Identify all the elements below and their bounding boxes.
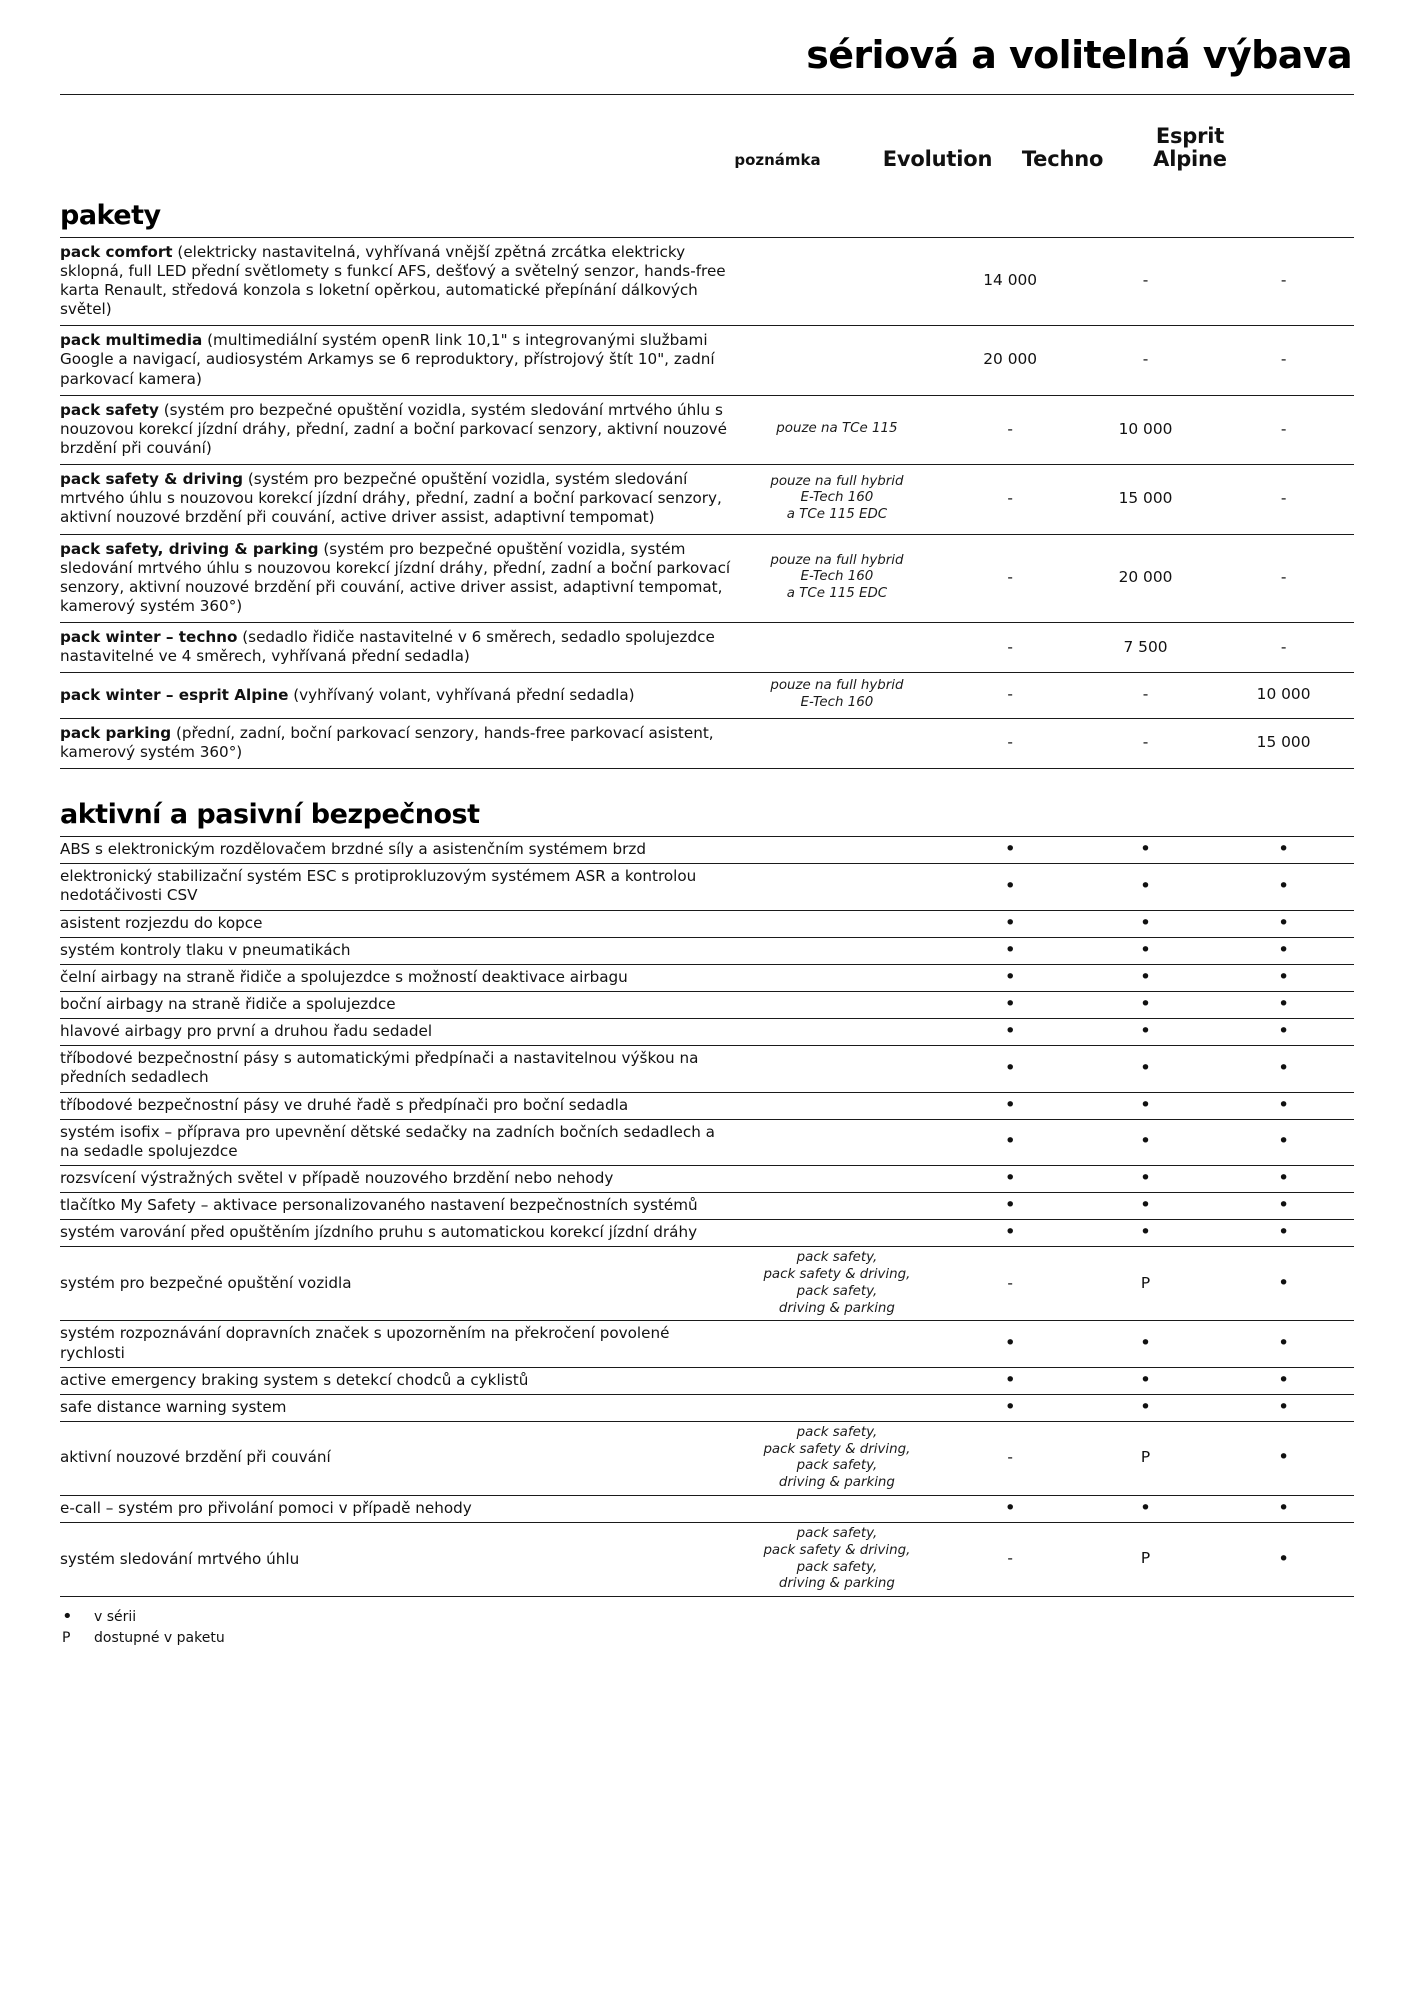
row-value-evolution: • [1004,874,1016,897]
row-value-esprit-alpine: - [1280,271,1287,290]
row-value-techno: 20 000 [1118,568,1173,587]
row-value-esprit-alpine: • [1277,1020,1290,1043]
legend-item [60,1628,1354,1649]
row-value-esprit-alpine: • [1277,838,1290,861]
table-row [60,1046,1354,1092]
row-description [60,1193,731,1220]
table-row [60,534,1354,623]
row-value-esprit-alpine: • [1277,1497,1290,1520]
legend-bullet-icon: • [62,1606,73,1628]
table-row [60,465,1354,534]
table-row [60,1092,1354,1119]
row-description-detail: e-call – systém pro přivolání pomoci v případě nehody [60,1498,472,1517]
row-description-name: pack comfort [60,242,173,261]
row-value-evolution: • [1004,911,1016,934]
row-description-detail: boční airbagy na straně řidiče a spolujezdce [60,995,396,1014]
row-value-techno: • [1139,911,1152,934]
legend [60,1607,1354,1649]
row-description-name: pack parking [60,723,172,742]
spec-table-pakety [60,237,1354,769]
row-value-evolution: - [1007,1448,1013,1467]
row-value-techno: 15 000 [1118,489,1173,508]
row-value-esprit-alpine: • [1277,911,1290,934]
row-value-evolution: - [1007,419,1013,438]
row-note: pouze na full hybrid E-Tech 160 a TCe 115 EDC [770,473,904,523]
row-description [60,1495,731,1522]
row-value-techno: • [1139,1093,1152,1116]
row-description-detail: (systém pro bezpečné opuštění vozidla, systém sledování mrtvého úhlu s nouzovou korekcí jízdní dráhy, přední, zadní a boční parkovací senzory, aktivní nouzové brzdění při couvání, active driver assist, adaptivní tempomat) [60,470,722,527]
row-description [60,1523,731,1597]
row-description [60,326,731,395]
row-description-detail: systém kontroly tlaku v pneumatikách [60,940,351,959]
row-value-esprit-alpine: - [1280,350,1287,369]
row-note: pack safety, pack safety & driving, pack safety, driving & parking [763,1250,911,1316]
row-description [60,837,731,864]
row-description [60,395,731,464]
row-value-evolution: - [1007,1273,1013,1292]
row-description [60,964,731,991]
row-note: pouze na full hybrid E-Tech 160 [770,678,904,711]
row-description-detail: (systém pro bezpečné opuštění vozidla, systém sledování mrtvého úhlu s nouzovou korekcí jízdní dráhy, přední, zadní a boční parkovací senzory, aktivní nouzové brzdění při couvání, active driver assist, adaptivní tempomat, kamerový systém 360°) [60,539,731,615]
table-row [60,623,1354,673]
row-value-esprit-alpine: • [1277,874,1290,897]
row-description [60,1046,731,1092]
page-title: sériová a volitelná výbava [806,33,1352,77]
row-value-evolution: • [1004,1056,1016,1079]
row-value-evolution: • [1004,1167,1016,1190]
row-description-detail: safe distance warning system [60,1397,287,1416]
row-note [731,837,942,864]
row-value-evolution: - [1007,568,1013,587]
table-row [60,1119,1354,1165]
row-value-evolution: • [1004,838,1016,861]
row-value-esprit-alpine: • [1277,1547,1290,1570]
row-value-evolution: - [1007,489,1013,508]
column-header-evolution: Evolution [882,147,993,172]
row-description [60,237,731,326]
table-row [60,937,1354,964]
row-value-techno: P [1140,1448,1151,1467]
row-description-detail: active emergency braking system s detekcí chodců a cyklistů [60,1370,529,1389]
row-value-techno: • [1139,874,1152,897]
row-note [731,937,942,964]
section-title-bezpecnost: aktivní a pasivní bezpečnost [60,799,480,831]
row-description-detail: asistent rozjezdu do kopce [60,913,263,932]
row-note [731,1119,942,1165]
row-description [60,864,731,910]
row-description [60,1019,731,1046]
table-row [60,864,1354,910]
row-description-name: pack safety & driving [60,470,244,489]
row-value-evolution: • [1004,1368,1016,1391]
row-value-esprit-alpine: • [1277,1194,1290,1217]
row-value-techno: • [1139,1395,1152,1418]
row-value-evolution: • [1004,1332,1016,1355]
row-description-name: pack safety [60,400,159,419]
sections-root [60,200,1354,1597]
legend-item [60,1607,1354,1628]
row-description-name: pack safety, driving & parking [60,539,319,558]
row-description-detail: ABS s elektronickým rozdělovačem brzdné síly a asistenčním systémem brzd [60,840,647,859]
row-description [60,1321,731,1367]
row-description-detail: tříbodové bezpečnostní pásy ve druhé řadě s předpínači pro boční sedadla [60,1095,629,1114]
table-row [60,964,1354,991]
table-row [60,718,1354,768]
table-row [60,673,1354,719]
row-note: pack safety, pack safety & driving, pack safety, driving & parking [763,1424,911,1491]
row-value-evolution: - [1007,733,1013,752]
row-value-esprit-alpine: • [1277,1130,1290,1153]
row-value-evolution: • [1004,1221,1016,1244]
row-description-detail: (elektricky nastavitelná, vyhřívaná vnější zpětná zrcátka elektricky sklopná, full LED přední světlomety s funkcí AFS, dešťový a světelný senzor, hands-free karta Renault, středová konzola s loketní opěrkou, automatické přepínání dálkových světel) [60,242,726,319]
row-description-detail: systém sledování mrtvého úhlu [60,1549,300,1568]
row-description [60,1092,731,1119]
table-row [60,992,1354,1019]
row-value-esprit-alpine: - [1280,637,1287,656]
row-value-esprit-alpine: - [1280,568,1287,587]
row-value-techno: • [1139,1167,1152,1190]
table-row [60,1220,1354,1247]
row-value-techno: 7 500 [1123,637,1168,656]
row-value-techno: • [1139,1020,1152,1043]
row-value-esprit-alpine: - [1280,489,1287,508]
table-row [60,1394,1354,1421]
row-value-esprit-alpine: • [1277,965,1290,988]
row-description [60,937,731,964]
row-note [731,1046,942,1092]
row-value-techno: • [1139,1221,1152,1244]
row-value-techno: • [1139,1368,1152,1391]
row-note [731,237,942,326]
row-value-evolution: • [1004,1020,1016,1043]
legend-symbol: P [62,1630,71,1647]
row-value-techno: - [1142,733,1149,752]
row-description-detail: systém pro bezpečné opuštění vozidla [60,1273,352,1292]
row-description-detail: (sedadlo řidiče nastavitelné v 6 směrech, sedadlo spolujezdce nastavitelné ve 4 směrech, vyhřívaná přední sedadla) [60,628,715,666]
row-description-detail: systém varování před opuštěním jízdního pruhu s automatickou korekcí jízdní dráhy [60,1223,698,1242]
row-value-techno: - [1142,350,1149,369]
spec-table-bezpecnost [60,836,1354,1597]
column-header-esprit-alpine-line2: Alpine [1153,147,1227,172]
row-description-detail: elektronický stabilizační systém ESC s protiprokluzovým systémem ASR a kontrolou nedotáčivosti CSV [60,867,697,905]
row-description-detail: tlačítko My Safety – aktivace personalizovaného nastavení bezpečnostních systémů [60,1196,698,1215]
row-value-esprit-alpine: 15 000 [1256,733,1311,752]
row-description [60,1166,731,1193]
row-value-techno: • [1139,993,1152,1016]
row-description [60,1220,731,1247]
table-row [60,1019,1354,1046]
row-note [731,864,942,910]
row-value-evolution: • [1004,1395,1016,1418]
row-description-detail: (systém pro bezpečné opuštění vozidla, systém sledování mrtvého úhlu s nouzovou korekcí jízdní dráhy, přední, zadní a boční parkovací senzory, aktivní nouzové brzdění při couvání) [60,400,727,457]
row-description [60,718,731,768]
row-description [60,1367,731,1394]
row-description-detail: hlavové airbagy pro první a druhou řadu sedadel [60,1022,433,1041]
column-header-esprit-alpine-line1: Esprit [1155,123,1225,148]
row-description-detail: (vyhřívaný volant, vyhřívaná přední sedadla) [288,685,635,704]
row-value-evolution: - [1007,637,1013,656]
row-value-evolution: - [1007,685,1013,704]
row-value-evolution: • [1004,1194,1016,1217]
table-row [60,326,1354,395]
row-value-esprit-alpine: • [1277,1446,1290,1469]
row-note: pouze na full hybrid E-Tech 160 a TCe 115 EDC [770,552,904,602]
table-row [60,1193,1354,1220]
row-description-detail: čelní airbagy na straně řidiče a spolujezdce s možností deaktivace airbagu [60,967,628,986]
row-value-esprit-alpine: • [1277,1221,1290,1244]
row-note [731,910,942,937]
legend-text: dostupné v paketu [94,1630,225,1647]
table-row [60,1367,1354,1394]
row-note [731,326,942,395]
row-value-techno: • [1139,838,1152,861]
row-value-techno: • [1139,1497,1152,1520]
row-note [731,1220,942,1247]
row-value-evolution: • [1004,938,1016,961]
row-description-detail: systém isofix – příprava pro upevnění dětské sedačky na zadních bočních sedadlech a na sedadle spolujezdce [60,1122,715,1160]
row-value-evolution: • [1004,1130,1016,1153]
row-note [731,964,942,991]
row-description [60,673,731,719]
row-description [60,1421,731,1495]
legend-text: v sérii [94,1609,137,1626]
row-description-detail: (přední, zadní, boční parkovací senzory, hands-free parkovací asistent, kamerový systém 360°) [60,723,714,762]
row-description [60,910,731,937]
row-note [731,718,942,768]
row-note: pack safety, pack safety & driving, pack safety, driving & parking [763,1526,911,1592]
table-row [60,910,1354,937]
row-value-evolution: 20 000 [983,350,1038,369]
section-title-pakety: pakety [60,199,161,231]
row-value-techno: P [1140,1549,1151,1568]
column-header-row [60,95,1354,182]
column-header-techno: Techno [1021,147,1104,172]
row-description [60,623,731,673]
title-block [60,0,1354,95]
row-value-esprit-alpine: - [1280,419,1287,438]
table-row [60,1421,1354,1495]
row-value-evolution: • [1004,993,1016,1016]
row-note [731,1092,942,1119]
row-description [60,1247,731,1321]
row-value-techno: - [1142,271,1149,290]
table-row [60,837,1354,864]
row-value-techno: • [1139,965,1152,988]
row-value-evolution: • [1004,1093,1016,1116]
row-value-techno: P [1140,1273,1151,1292]
row-value-esprit-alpine: • [1277,1368,1290,1391]
column-header-esprit-alpine [1125,125,1255,172]
row-value-techno: - [1142,685,1149,704]
row-value-esprit-alpine: • [1277,1093,1290,1116]
row-note [731,1321,942,1367]
row-value-evolution: • [1004,965,1016,988]
row-description-detail: tříbodové bezpečnostní pásy s automatickými předpínači a nastavitelnou výškou na předních sedadlech [60,1049,699,1087]
row-value-evolution: - [1007,1549,1013,1568]
row-value-techno: • [1139,1194,1152,1217]
row-value-techno: 10 000 [1118,419,1173,438]
row-note [731,1367,942,1394]
row-value-techno: • [1139,1332,1152,1355]
table-row [60,237,1354,326]
table-row [60,395,1354,464]
row-description-detail: systém rozpoznávání dopravních značek s upozorněním na překročení povolené rychlosti [60,1324,670,1362]
row-note [731,992,942,1019]
column-header-note: poznámka [734,150,821,169]
row-description [60,1394,731,1421]
row-description-detail: (multimediální systém openR link 10,1" s integrovanými službami Google a navigací, audiosystém Arkamys se 6 reproduktory, přístrojový štít 10", zadní parkovací kamera) [60,331,715,388]
row-note [731,1166,942,1193]
row-note [731,1394,942,1421]
row-value-esprit-alpine: • [1277,1332,1290,1355]
row-value-esprit-alpine: • [1277,1271,1290,1294]
table-row [60,1495,1354,1522]
row-value-esprit-alpine: • [1277,993,1290,1016]
row-value-techno: • [1139,1056,1152,1079]
row-note: pouze na TCe 115 [776,421,898,437]
row-value-esprit-alpine: • [1277,938,1290,961]
row-value-esprit-alpine: 10 000 [1256,685,1311,704]
table-row [60,1523,1354,1597]
table-row [60,1247,1354,1321]
row-description [60,1119,731,1165]
row-value-esprit-alpine: • [1277,1056,1290,1079]
row-value-esprit-alpine: • [1277,1167,1290,1190]
row-value-techno: • [1139,1130,1152,1153]
table-row [60,1166,1354,1193]
row-description [60,534,731,623]
row-note [731,1019,942,1046]
row-description-name: pack multimedia [60,331,203,350]
row-description [60,465,731,534]
row-note [731,1193,942,1220]
row-note [731,1495,942,1522]
row-description-detail: rozsvícení výstražných světel v případě nouzového brzdění nebo nehody [60,1169,614,1187]
row-note [731,623,942,673]
row-description-name: pack winter – esprit Alpine [60,685,289,704]
table-row [60,1321,1354,1367]
row-value-esprit-alpine: • [1277,1395,1290,1418]
row-description [60,992,731,1019]
row-value-evolution: 14 000 [983,271,1038,290]
row-description-name: pack winter – techno [60,628,238,647]
row-description-detail: aktivní nouzové brzdění při couvání [60,1448,331,1467]
row-value-evolution: • [1004,1497,1016,1520]
row-value-techno: • [1139,938,1152,961]
